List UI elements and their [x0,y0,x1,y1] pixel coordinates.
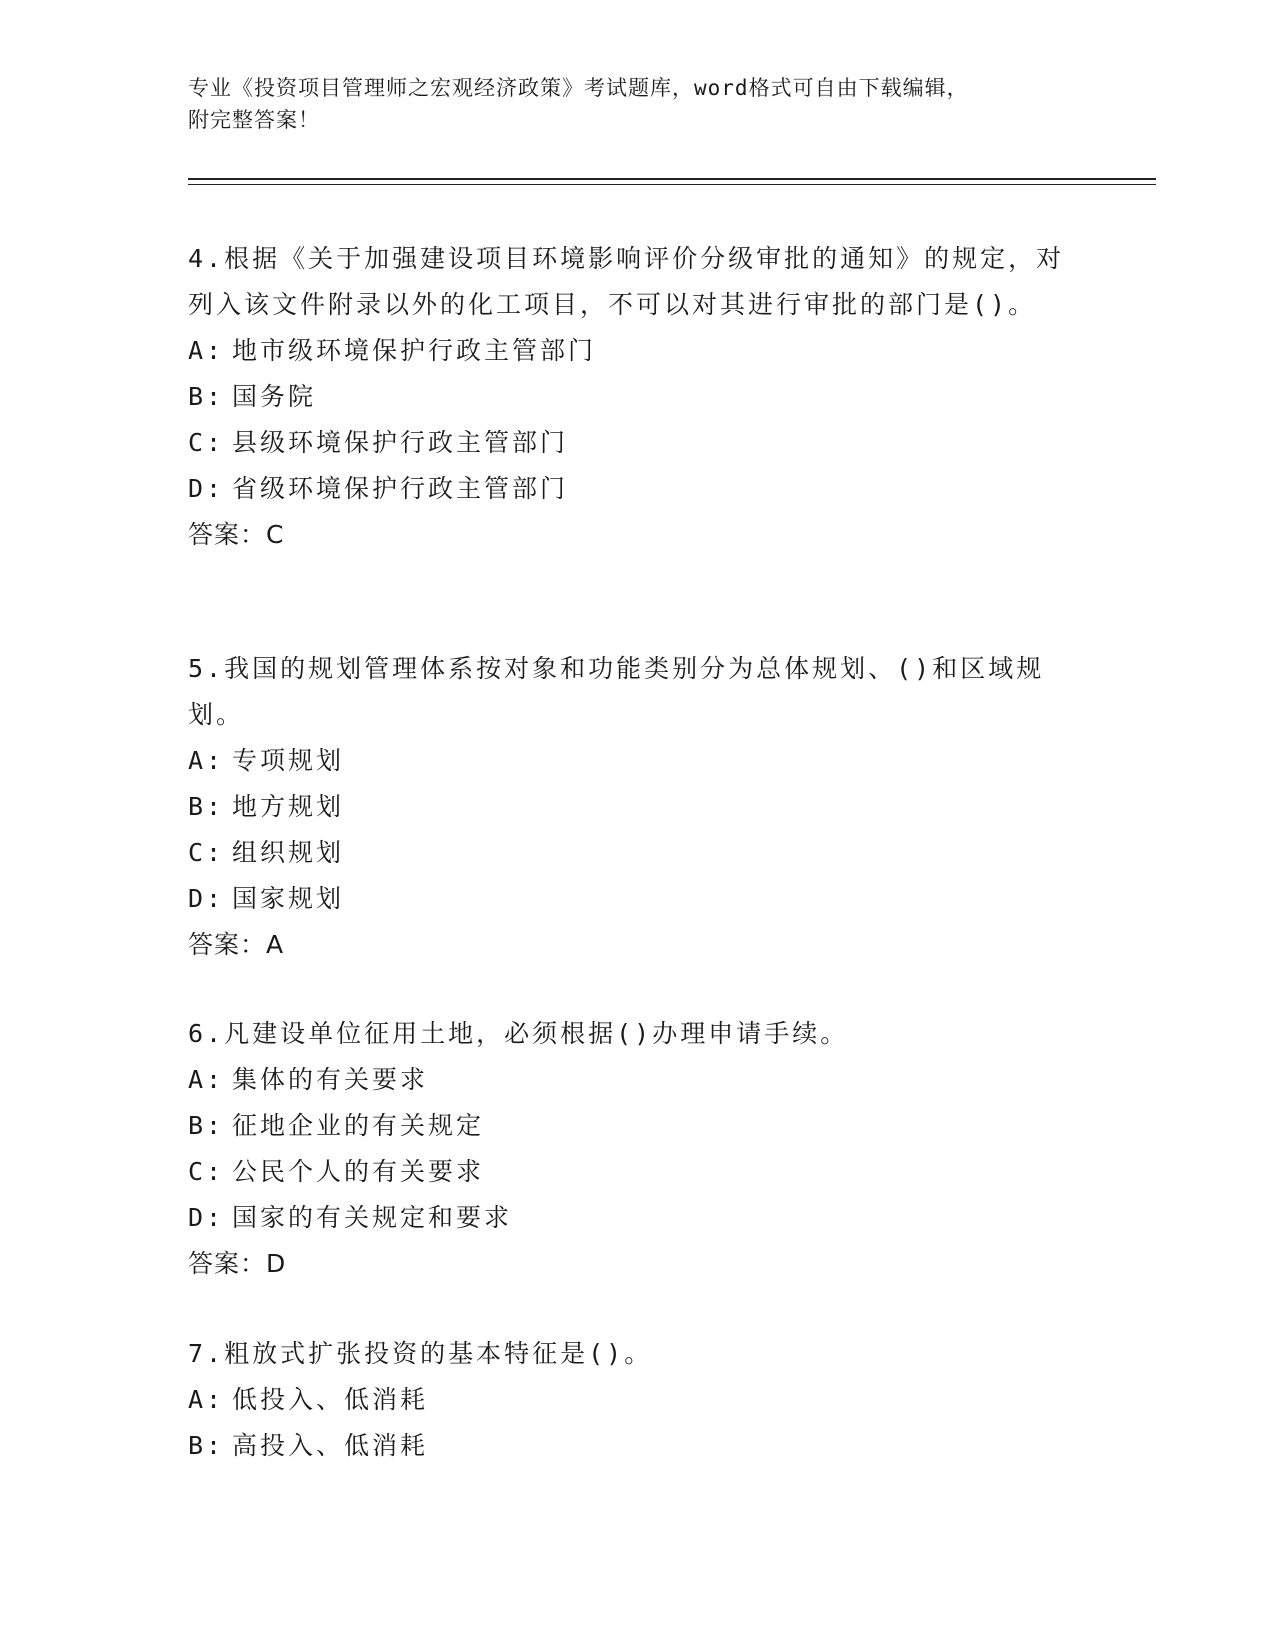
option-a [188,328,1068,374]
question-stem: 4.根据《关于加强建设项目环境影响评价分级审批的通知》的规定，对列入该文件附录以外的化工项目，不可以对其进行审批的部门是()。 [188,244,1065,319]
option-c [188,830,1068,876]
option-b [188,1103,1068,1149]
option-letter: B: [188,1111,225,1140]
header-divider-thin [188,184,1156,185]
answer-line: 答案：D [188,1249,287,1278]
option-letter: D: [188,474,225,503]
question-7 [188,1331,1068,1469]
option-text: 高投入、低消耗 [232,1431,429,1460]
option-text: 征地企业的有关规定 [232,1111,485,1140]
option-letter: B: [188,1431,225,1460]
option-letter: D: [188,1203,225,1232]
option-c [188,420,1068,466]
option-b [188,374,1068,420]
option-letter: A: [188,336,225,365]
intro-line-1: 专业《投资项目管理师之宏观经济政策》考试题库，word格式可自由下载编辑， [188,76,969,100]
option-text: 省级环境保护行政主管部门 [232,474,569,503]
option-letter: A: [188,746,225,775]
option-text: 低投入、低消耗 [232,1385,429,1414]
question-5 [188,646,1068,968]
option-text: 县级环境保护行政主管部门 [232,428,569,457]
option-d [188,876,1068,922]
option-letter: C: [188,428,225,457]
document-intro [188,72,1068,136]
intro-line-2: 附完整答案！ [188,108,320,132]
option-letter: A: [188,1385,225,1414]
question-stem: 6.凡建设单位征用土地，必须根据()办理申请手续。 [188,1019,849,1048]
question-stem: 7.粗放式扩张投资的基本特征是()。 [188,1339,653,1368]
option-letter: B: [188,792,225,821]
option-letter: D: [188,884,225,913]
option-letter: A: [188,1065,225,1094]
option-d [188,1195,1068,1241]
option-text: 国务院 [232,382,317,411]
option-a [188,1057,1068,1103]
question-6 [188,1011,1068,1287]
option-a [188,738,1068,784]
option-c [188,1149,1068,1195]
option-a [188,1377,1068,1423]
header-divider-thick [188,178,1156,180]
option-letter: C: [188,838,225,867]
answer-line: 答案：C [188,520,285,549]
option-text: 地方规划 [232,792,345,821]
option-text: 国家的有关规定和要求 [232,1203,513,1232]
option-text: 专项规划 [232,746,345,775]
option-text: 组织规划 [232,838,345,867]
option-text: 公民个人的有关要求 [232,1157,485,1186]
option-letter: B: [188,382,225,411]
option-b [188,784,1068,830]
option-letter: C: [188,1157,225,1186]
option-text: 地市级环境保护行政主管部门 [232,336,597,365]
option-text: 国家规划 [232,884,345,913]
answer-line: 答案：A [188,930,285,959]
option-d [188,466,1068,512]
option-text: 集体的有关要求 [232,1065,429,1094]
question-stem: 5.我国的规划管理体系按对象和功能类别分为总体规划、()和区域规划。 [188,654,1045,729]
option-b [188,1423,1068,1469]
question-4 [188,236,1068,558]
